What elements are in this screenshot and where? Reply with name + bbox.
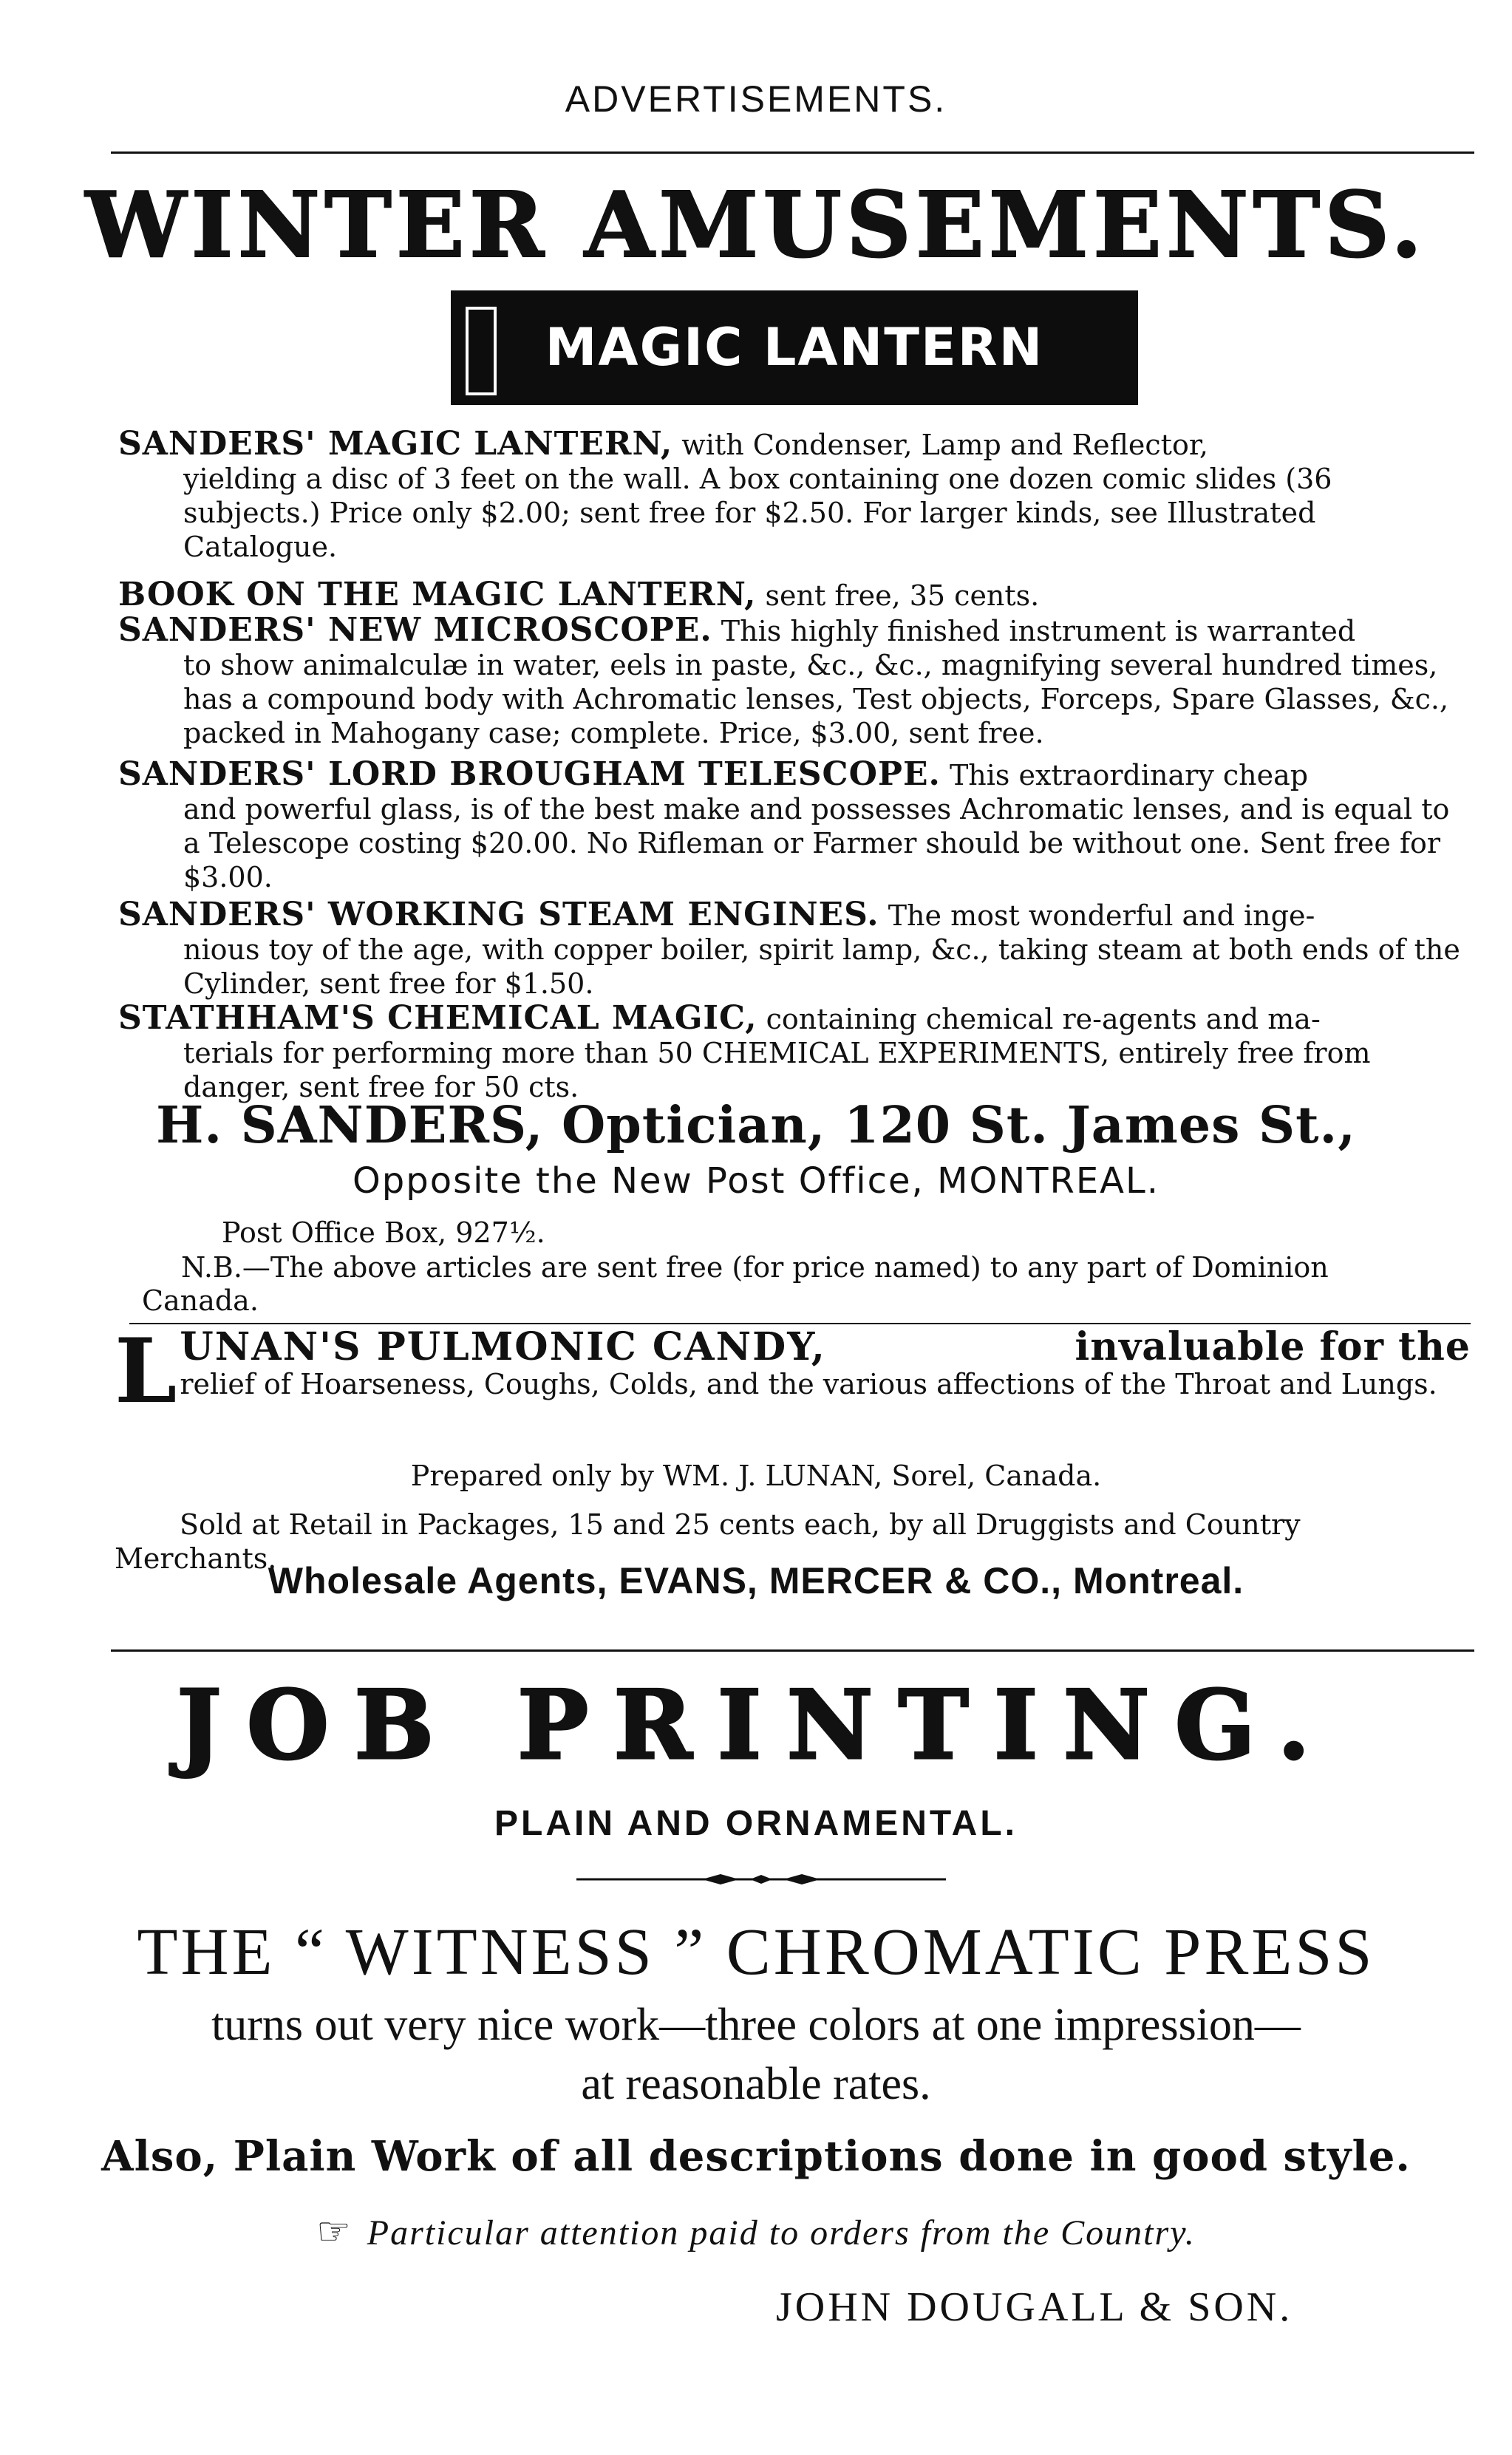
ad-steam-engines [118,898,1469,1001]
particular-text: Particular attention paid to orders from the Country. [367,2213,1196,2253]
lunan-ad [115,1319,1471,1423]
ad-telescope [118,757,1469,894]
john-dougall-signature: JOHN DOUGALL & SON. [776,2284,1293,2330]
ad-title: SANDERS' WORKING STEAM ENGINES. [118,896,879,933]
lunan-prepared: Prepared only by WM. J. LUNAN, Sorel, Canada. [410,1460,1102,1492]
nb-line-2: Canada. [142,1284,259,1317]
witness-chromatic-press: THE “ WITNESS ” CHROMATIC PRESS [137,1916,1375,1989]
magic-lantern-banner [451,290,1138,405]
ad-title: STATHHAM'S CHEMICAL MAGIC, [118,999,757,1037]
ad-title: SANDERS' NEW MICROSCOPE. [118,611,712,649]
ad-lead: This highly finished instrument is warranted [712,615,1356,647]
turns-out-line-2: at reasonable rates. [581,2059,931,2109]
ad-body: terials for performing more than 50 CHEMICAL EXPERIMENTS, entirely free from danger, sent free for 50 cts. [183,1037,1371,1103]
ad-title: BOOK ON THE MAGIC LANTERN, [118,576,757,613]
wholesale-agents: Wholesale Agents, EVANS, MERCER & CO., Montreal. [268,1560,1244,1601]
winter-amusements-title: WINTER AMUSEMENTS. [85,171,1427,278]
plain-ornamental-subtitle: PLAIN AND ORNAMENTAL. [494,1804,1018,1843]
also-plain-work: Also, Plain Work of all descriptions done in good style. [101,2132,1411,2181]
ad-lead: containing chemical re-agents and ma- [757,1003,1321,1035]
divider-rule-2 [111,1649,1474,1652]
top-rule [111,151,1474,154]
ad-magic-lantern [118,427,1469,564]
ad-chemical-magic [118,1001,1469,1104]
running-head: ADVERTISEMENTS. [565,78,947,120]
lunan-sold: Sold at Retail in Packages, 15 and 25 cents each, by all Druggists and Country Merchants. [115,1508,1301,1575]
ad-body: to show animalculæ in water, eels in paste, &c., &c., magnifying several hundred times, has a compound body with Achromatic lenses, Test objects, Forceps, Spare Glasses, &c., packed in Mahogany case; complete. Price, $3.00, sent free. [183,649,1449,749]
ornamental-divider-icon [576,1873,946,1885]
post-office-box: Post Office Box, 927½. [222,1216,545,1249]
particular-attention [0,2210,1512,2254]
ad-title: SANDERS' MAGIC LANTERN, [118,425,673,463]
banner-text: MAGIC LANTERN [545,317,1044,378]
sanders-name-line: H. SANDERS, Optician, 120 St. James St., [156,1096,1356,1155]
lunan-title-tail: invaluable for the [1075,1324,1471,1369]
ad-title: SANDERS' LORD BROUGHAM TELESCOPE. [118,755,941,793]
ad-lead: sent free, 35 cents. [756,579,1040,612]
lantern-frame-icon [466,307,497,395]
lunan-body: relief of Hoarseness, Coughs, Colds, and the various affections of the Throat and Lungs. [180,1368,1437,1400]
sanders-address-line: Opposite the New Post Office, MONTREAL. [353,1160,1159,1202]
lunan-title: UNAN'S PULMONIC CANDY, [180,1324,826,1369]
pointing-hand-icon: ☞ [316,2211,353,2253]
nb-line-1: N.B.—The above articles are sent free (for price named) to any part of Dominion [181,1251,1329,1284]
ad-microscope [118,613,1469,750]
turns-out-line-1: turns out very nice work—three colors at one impression— [211,2000,1301,2050]
ad-book-magic-lantern [118,578,1469,613]
ad-lead: This extraordinary cheap [940,759,1309,791]
ad-body: nious toy of the age, with copper boiler, spirit lamp, &c., taking steam at both ends of the Cylinder, sent free for $1.50. [183,933,1460,1000]
drop-cap: L [115,1319,177,1423]
ad-body: yielding a disc of 3 feet on the wall. A box containing one dozen comic slides (36 subjects.) Price only $2.00; sent free for $2.50. For larger kinds, see Illustrated Catalogue. [183,463,1332,563]
ad-lead: The most wonderful and inge- [879,899,1315,932]
ad-lead: with Condenser, Lamp and Reflector, [672,429,1208,461]
job-printing-title: JOB PRINTING. [177,1670,1335,1781]
ad-body: and powerful glass, is of the best make and possesses Achromatic lenses, and is equal to a Telescope costing $20.00. No Rifleman or Farmer should be without one. Sent free for $3.00. [183,793,1450,893]
